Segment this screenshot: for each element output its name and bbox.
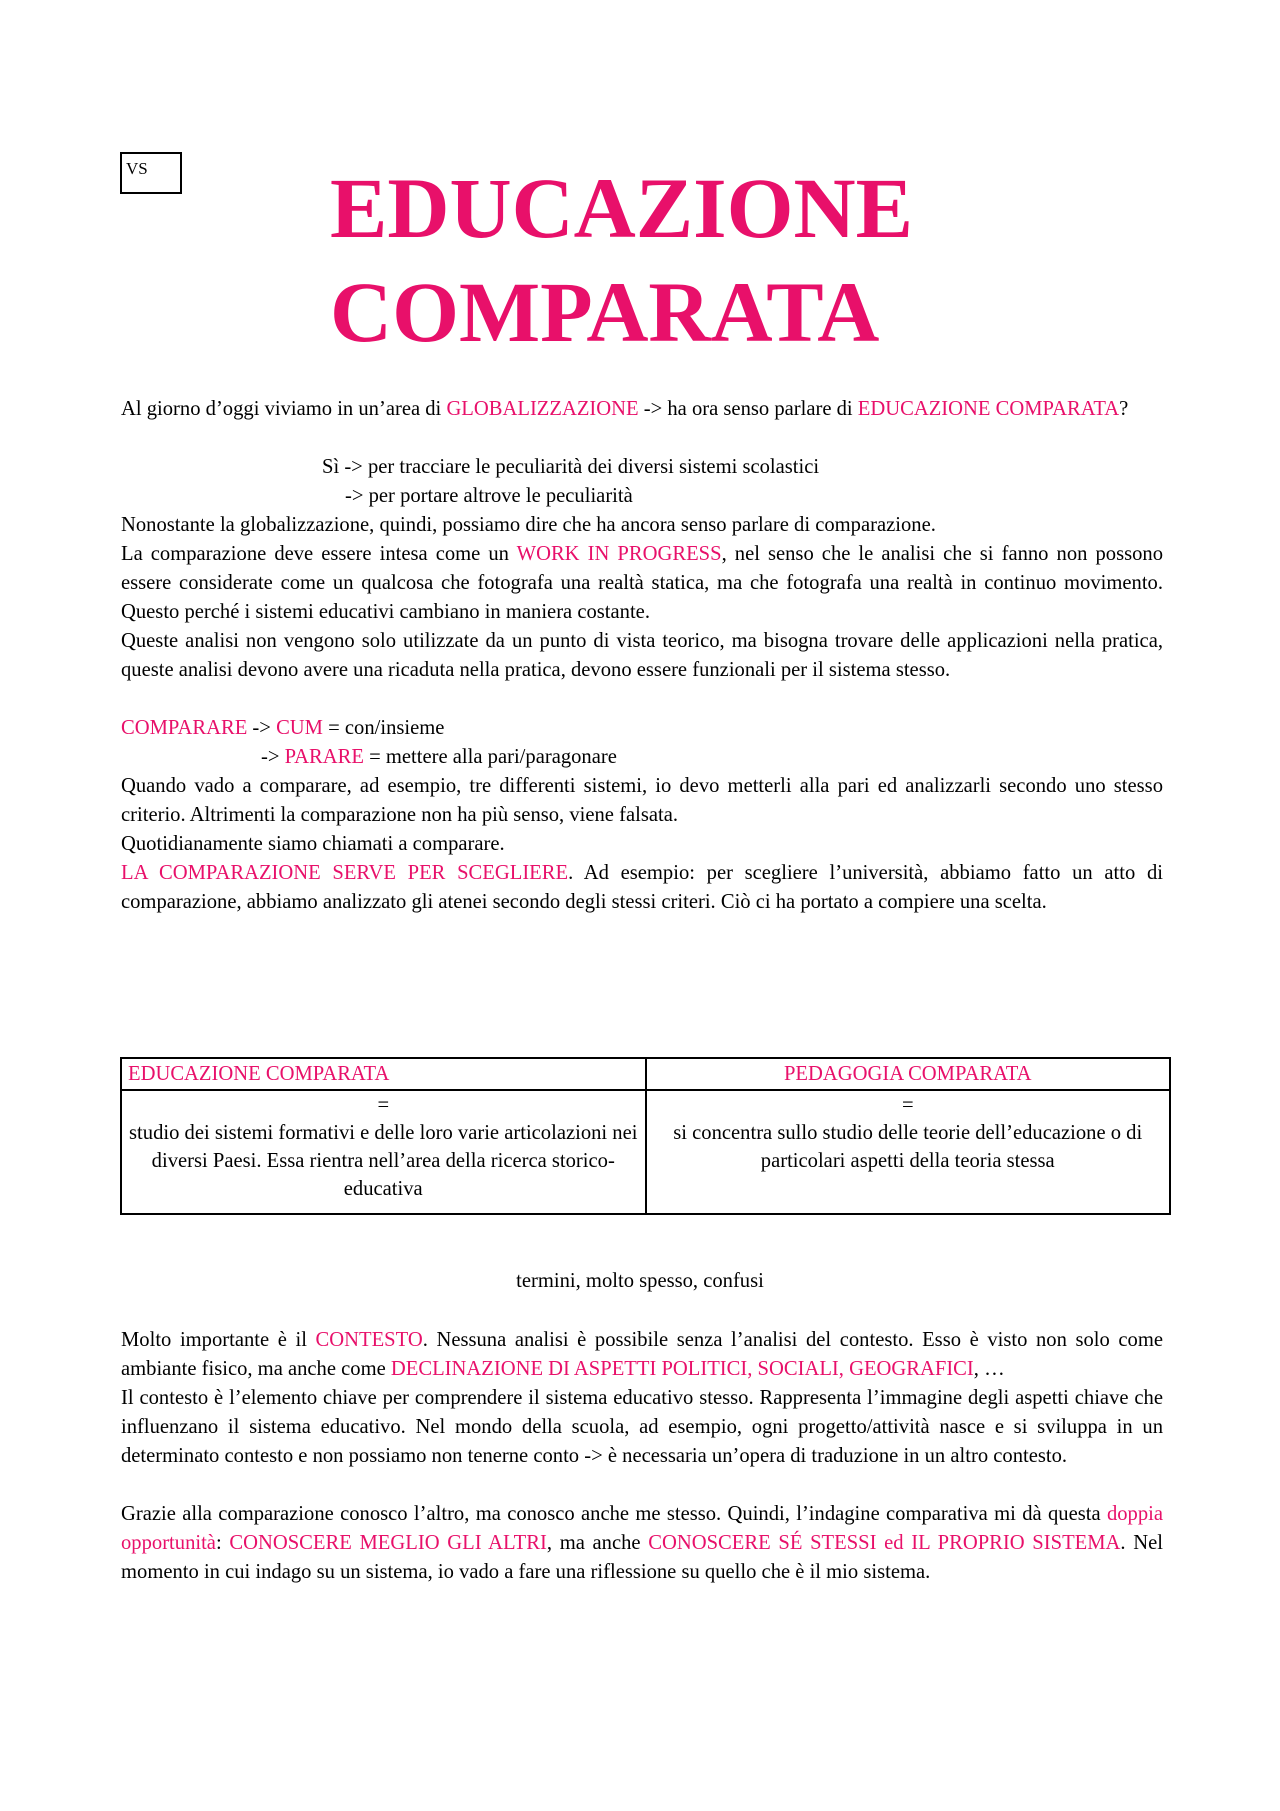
- intro-text-2: -> ha ora senso parlare di: [638, 398, 858, 420]
- paragraph-conosco: [121, 1500, 1163, 1587]
- highlight-declinazione: DECLINAZIONE DI ASPETTI POLITICI, SOCIALI, GEOGRAFICI: [390, 1358, 974, 1380]
- intro-text-3: ?: [1119, 398, 1129, 420]
- highlight-educazione-comparata: EDUCAZIONE COMPARATA: [857, 398, 1120, 420]
- body-section-2: [121, 1326, 1163, 1587]
- paragraph-globalizzazione: Nonostante la globalizzazione, quindi, possiamo dire che ha ancora senso parlare di comparazione.: [121, 514, 936, 536]
- answer-line-2: -> per portare altrove le peculiarità: [345, 485, 633, 507]
- right-equals: =: [901, 1094, 914, 1116]
- table-body-row: [121, 1090, 1170, 1214]
- body-section-1: [121, 395, 1163, 917]
- paragraph-work-in-progress: [121, 540, 1163, 627]
- highlight-contesto: CONTESTO: [315, 1329, 423, 1351]
- para6-text: . Ad esempio: per scegliere l’università, abbiamo fatto un atto di comparazione, abbiamo analizzato gli atenei secondo degli stessi criteri. Ciò ci ha portato a compiere una scelta.: [121, 862, 1163, 913]
- etym-comparare: COMPARARE: [121, 717, 248, 739]
- etymology-line-1: [121, 714, 1163, 743]
- table-note: termini, molto spesso, confusi: [516, 1270, 764, 1292]
- page-title: [330, 156, 1130, 364]
- highlight-globalizzazione: GLOBALIZZAZIONE: [446, 398, 639, 420]
- paragraph-scegliere: [121, 859, 1163, 917]
- etym-arrow-2: ->: [261, 746, 285, 768]
- paragraph-applicazioni: Queste analisi non vengono solo utilizzate da un punto di vista teorico, ma bisogna trovare delle applicazioni nella pratica, queste analisi devono avere una ricaduta nella pratica, devono essere funzionali per il sistema stesso.: [121, 630, 1163, 681]
- table-cell-left: [121, 1090, 646, 1214]
- left-definition: studio dei sistemi formativi e delle loro varie articolazioni nei diversi Paesi. Essa rientra nell’area della ricerca storico-educativa: [129, 1122, 638, 1200]
- highlight-work-in-progress: WORK IN PROGRESS: [516, 543, 722, 565]
- para7-text-2: . Nessuna analisi è possibile senza l’analisi del contesto. Esso è visto non solo come ambiante fisico, ma anche come: [121, 1329, 1163, 1380]
- para7-text-1: Molto importante è il: [121, 1329, 316, 1351]
- intro-text-1: Al giorno d’oggi viviamo in un’area di: [121, 398, 447, 420]
- para9-text-4: . Nel momento in cui indago su un sistema, io vado a fare una riflessione su quello che è il mio sistema.: [121, 1532, 1163, 1583]
- vs-label: VS: [126, 159, 148, 178]
- para9-text-2: :: [215, 1532, 230, 1554]
- highlight-conoscere-se-stessi: CONOSCERE SÉ STESSI ed IL PROPRIO SISTEMA: [648, 1532, 1121, 1554]
- etym-parare: PARARE: [284, 746, 364, 768]
- para2-text-1: La comparazione deve essere intesa come un: [121, 543, 517, 565]
- etymology-line-2: [121, 743, 1163, 772]
- etym-parare-definition: = mettere alla pari/paragonare: [363, 746, 617, 768]
- para2-text-2: , nel senso che le analisi che si fanno non possono essere considerate come un qualcosa che fotografa una realtà statica, ma che fotografa una realtà in continuo movimento. Questo perché i sistemi educativi cambiano in maniera costante.: [121, 543, 1163, 623]
- para9-text-3: , ma anche: [546, 1532, 649, 1554]
- title-line-2: COMPARATA: [330, 264, 880, 360]
- comparison-table: [120, 1057, 1171, 1215]
- paragraph-quotidianamente: Quotidianamente siamo chiamati a comparare.: [121, 833, 505, 855]
- table-cell-right: [646, 1090, 1171, 1214]
- table-header-right: PEDAGOGIA COMPARATA: [646, 1058, 1171, 1090]
- etym-cum: CUM: [276, 717, 323, 739]
- vs-box: [120, 152, 182, 194]
- table-header-left: EDUCAZIONE COMPARATA: [121, 1058, 646, 1090]
- highlight-doppia-opportunita: doppia opportunità: [121, 1503, 1163, 1554]
- etym-cum-definition: = con/insieme: [322, 717, 445, 739]
- highlight-conoscere-altri: CONOSCERE MEGLIO GLI ALTRI: [229, 1532, 547, 1554]
- para9-text-1: Grazie alla comparazione conosco l’altro, ma conosco anche me stesso. Quindi, l’indagine comparativa mi dà questa: [121, 1503, 1107, 1525]
- paragraph-criterio: Quando vado a comparare, ad esempio, tre differenti sistemi, io devo metterli alla pari ed analizzarli secondo uno stesso criterio. Altrimenti la comparazione non ha più senso, viene falsata.: [121, 775, 1163, 826]
- paragraph-elemento-chiave: Il contesto è l’elemento chiave per comprendere il sistema educativo stesso. Rappresenta l’immagine degli aspetti chiave che influenzano il sistema educativo. Nel mondo della scuola, ad esempio, ogni progetto/attività nasce e si sviluppa in un determinato contesto e non possiamo non tenerne conto -> è necessaria un’opera di traduzione in un altro contesto.: [121, 1387, 1163, 1467]
- right-definition: si concentra sullo studio delle teorie dell’educazione o di particolari aspetti della teoria stessa: [673, 1122, 1143, 1172]
- paragraph-contesto: [121, 1326, 1163, 1384]
- para7-text-3: , …: [973, 1358, 1005, 1380]
- answer-line-1: Sì -> per tracciare le peculiarità dei diversi sistemi scolastici: [322, 456, 820, 478]
- highlight-serve-per-scegliere: LA COMPARAZIONE SERVE PER SCEGLIERE: [121, 862, 569, 884]
- left-equals: =: [377, 1094, 390, 1116]
- intro-paragraph: [121, 395, 1163, 424]
- title-line-1: EDUCAZIONE: [330, 160, 913, 256]
- etym-arrow-1: ->: [247, 717, 277, 739]
- table-header-row: [121, 1058, 1170, 1090]
